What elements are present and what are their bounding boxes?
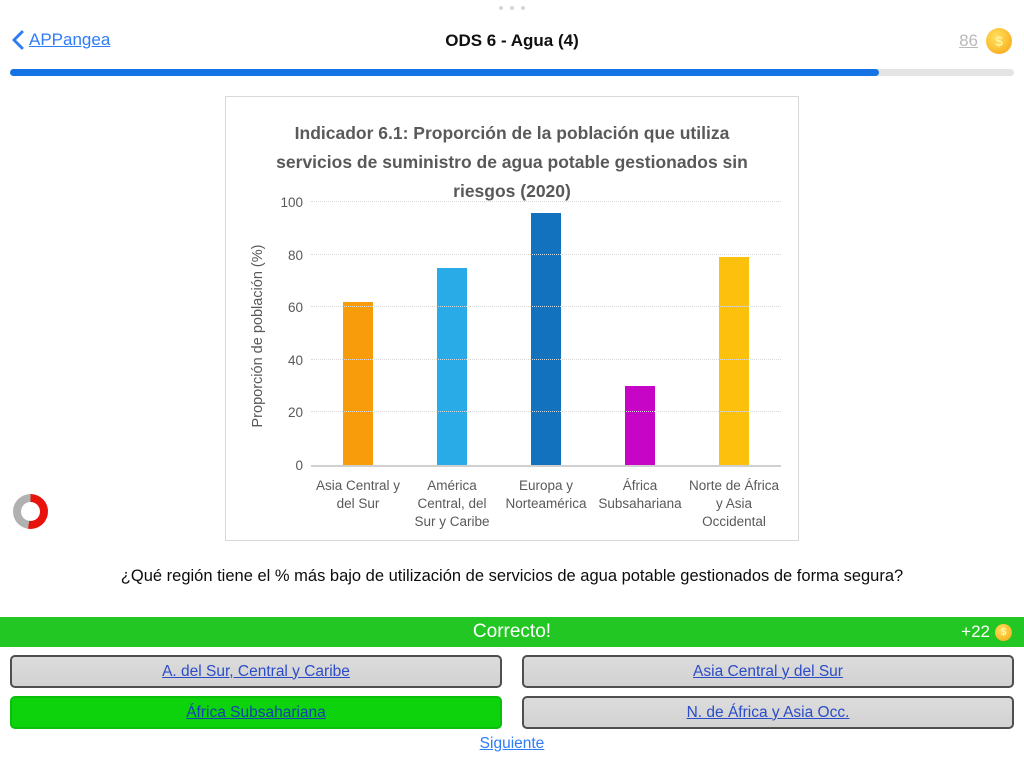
answer-options: [10, 655, 1014, 729]
back-label: APPangea: [29, 30, 111, 49]
gridline: [311, 306, 781, 307]
x-axis-label: Asia Central y del Sur: [315, 478, 401, 511]
chart-title: Indicador 6.1: Proporción de la población que utiliza servicios de suministro de agua potable gestionados sin riesgos (2020): [276, 123, 748, 201]
gridline: [311, 411, 781, 412]
x-axis-label: Norte de África y Asia Occidental: [688, 478, 780, 529]
y-tick-label: 20: [287, 405, 303, 421]
next-link[interactable]: Siguiente: [479, 735, 545, 752]
feedback-text: Correcto!: [472, 621, 552, 642]
progress-bar-fill: [10, 69, 879, 76]
answer-button-3[interactable]: [10, 696, 502, 729]
bar-slot: [499, 204, 593, 465]
next-row: [0, 735, 1024, 753]
score-area: [959, 28, 1012, 54]
points-value: +22: [961, 622, 990, 641]
page-title: ODS 6 - Agua (4): [445, 31, 579, 50]
gridline: [311, 359, 781, 360]
bar-2: [437, 268, 467, 465]
bar-slot: [311, 204, 405, 465]
answer-button-1[interactable]: [10, 655, 502, 688]
loading-spinner-icon: [13, 494, 48, 529]
x-axis-label: América Central, del Sur y Caribe: [414, 478, 490, 529]
answer-label: N. de África y Asia Occ.: [686, 703, 850, 721]
bar-slot: [593, 204, 687, 465]
points-earned: [961, 622, 1012, 642]
score-value[interactable]: 86: [959, 31, 978, 50]
bar-slot: [405, 204, 499, 465]
y-tick-label: 100: [280, 195, 303, 210]
bar-slot: [687, 204, 781, 465]
bar-1: [343, 302, 373, 465]
y-axis-title: Proporción de población (%): [250, 244, 266, 427]
question-text: ¿Qué región tiene el % más bajo de utilización de servicios de agua potable gestionados de forma segura?: [120, 567, 904, 585]
gridline: [311, 254, 781, 255]
y-tick-label: 60: [287, 300, 303, 316]
bar-group: [311, 204, 781, 465]
bar-4: [625, 386, 655, 465]
feedback-banner: [0, 617, 1024, 647]
answer-label: Asia Central y del Sur: [693, 662, 843, 680]
y-tick-label: 0: [295, 458, 303, 473]
bar-5: [719, 257, 749, 465]
x-axis-label: África Subsahariana: [598, 478, 682, 511]
progress-bar: [10, 69, 1014, 76]
chart-card: [225, 96, 799, 541]
bar-3: [531, 213, 561, 465]
answer-label: A. del Sur, Central y Caribe: [162, 662, 350, 680]
coin-icon: [986, 28, 1012, 54]
x-axis-label: Europa y Norteamérica: [505, 478, 587, 511]
answer-button-4[interactable]: [522, 696, 1014, 729]
window-handle-dots: [0, 6, 1024, 10]
y-tick-label: 40: [287, 352, 303, 368]
answer-label: África Subsahariana: [186, 703, 326, 721]
y-tick-label: 80: [287, 247, 303, 263]
gridline: [311, 201, 781, 202]
answer-button-2[interactable]: [522, 655, 1014, 688]
x-axis-labels: [311, 477, 781, 531]
chart-plot-area: [280, 195, 781, 473]
coin-icon: [995, 624, 1012, 641]
